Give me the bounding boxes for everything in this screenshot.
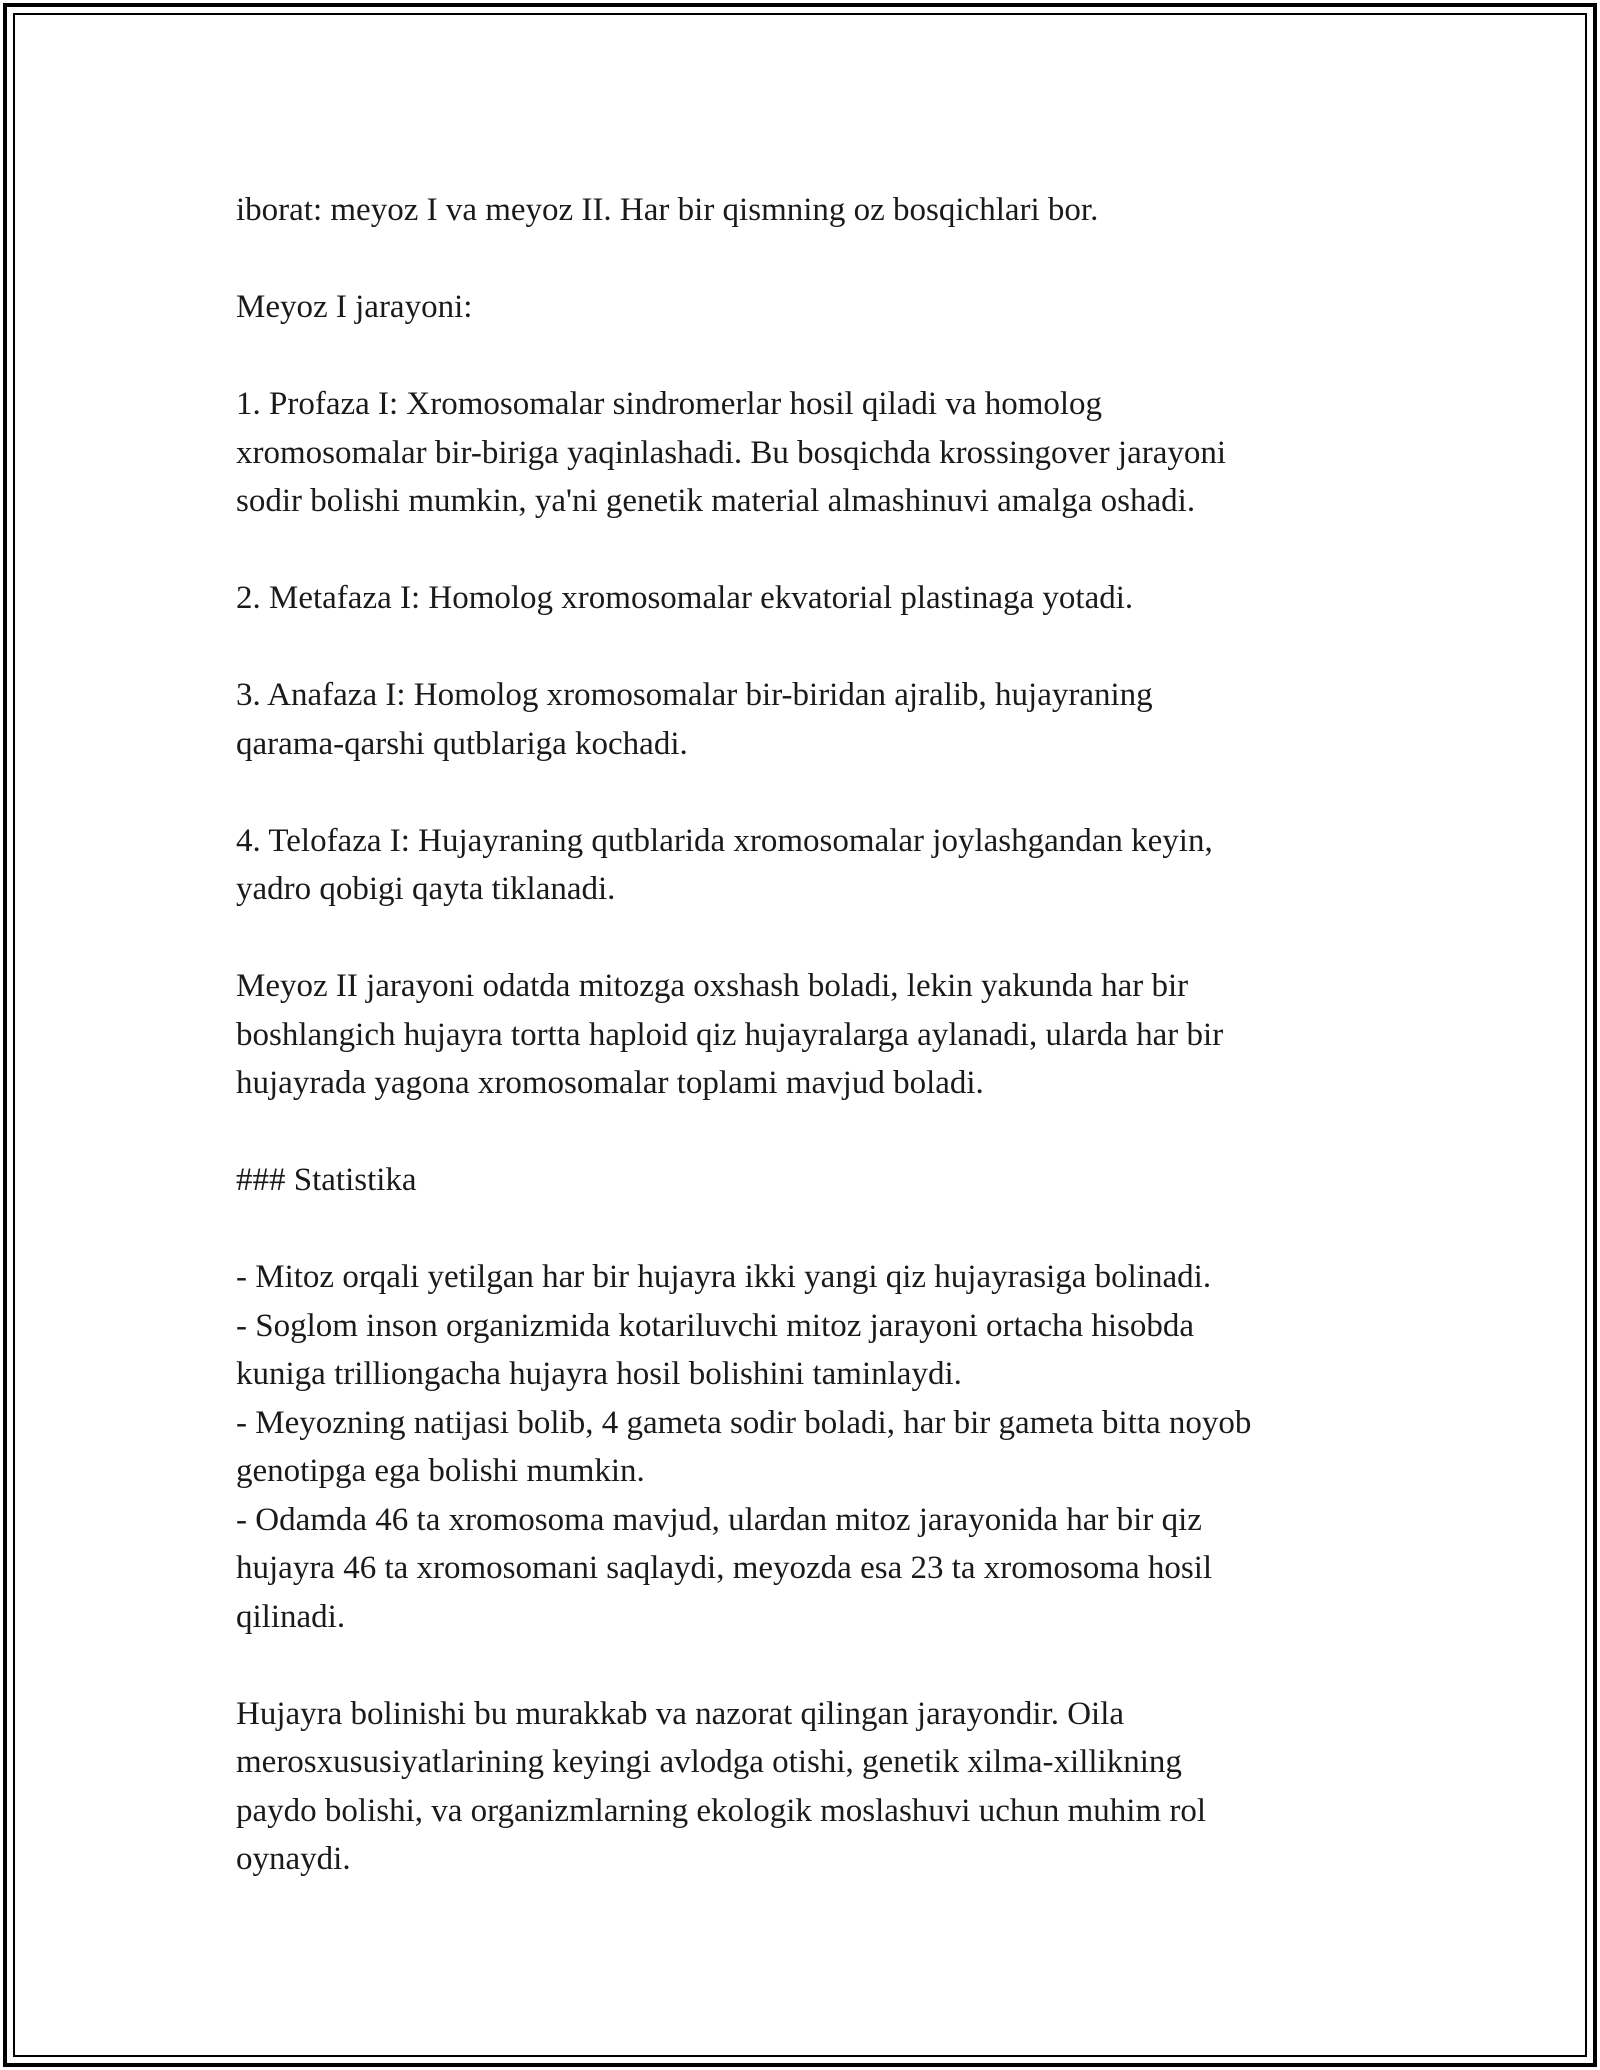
meiosis2-paragraph — [236, 962, 1376, 1108]
conclusion-line: oynaydi. — [236, 1841, 351, 1877]
conclusion-paragraph — [236, 1690, 1376, 1884]
phase-line: yadro qobigi qayta tiklanadi. — [236, 871, 616, 907]
meiosis1-heading-text: Meyoz I jarayoni: — [236, 289, 473, 325]
stats-item-cont: hujayra 46 ta xromosomani saqlaydi, meyozda esa 23 ta xromosoma hosil — [236, 1550, 1213, 1586]
phase-line: xromosomalar bir-biriga yaqinlashadi. Bu bosqichda krossingover jarayoni — [236, 434, 1227, 471]
meiosis2-line: hujayrada yagona xromosomalar toplami mavjud boladi. — [236, 1065, 984, 1101]
phase-paragraph-telofaza — [236, 817, 1376, 914]
intro-line: iborat: meyoz I va meyoz II. Har bir qismning oz bosqichlari bor. — [236, 192, 1099, 228]
stats-item: - Meyozning natijasi bolib, 4 gameta sodir boladi, har bir gameta bitta noyob — [236, 1404, 1252, 1441]
intro-paragraph — [236, 186, 1376, 235]
stats-item: - Odamda 46 ta xromosoma mavjud, ulardan mitoz jarayonida har bir qiz — [236, 1501, 1202, 1538]
stats-heading — [236, 1156, 1376, 1205]
meiosis1-heading — [236, 283, 1376, 332]
meiosis2-line: boshlangich hujayra tortta haploid qiz hujayralarga aylanadi, ularda har bir — [236, 1016, 1224, 1053]
stats-item: - Soglom inson organizmida kotariluvchi mitoz jarayoni ortacha hisobda — [236, 1307, 1195, 1344]
phase-line: 3. Anafaza I: Homolog xromosomalar bir-biridan ajralib, hujayraning — [236, 677, 1153, 713]
stats-heading-text: ### Statistika — [236, 1162, 417, 1198]
document-body — [236, 186, 1376, 1884]
phase-paragraph-metafaza — [236, 574, 1376, 623]
stats-item-cont: genotipga ega bolishi mumkin. — [236, 1453, 645, 1489]
conclusion-line: Hujayra bolinishi bu murakkab va nazorat qilingan jarayondir. Oila — [236, 1695, 1125, 1732]
stats-list — [236, 1253, 1376, 1641]
conclusion-line: paydo bolishi, va organizmlarning ekologik moslashuvi uchun muhim rol — [236, 1792, 1207, 1829]
meiosis2-line: Meyoz II jarayoni odatda mitozga oxshash boladi, lekin yakunda har bir — [236, 968, 1189, 1004]
phase-line: qarama-qarshi qutblariga kochadi. — [236, 725, 688, 762]
phase-line: sodir bolishi mumkin, ya'ni genetik material almashinuvi amalga oshadi. — [236, 483, 1196, 519]
phase-line: 4. Telofaza I: Hujayraning qutblarida xromosomalar joylashgandan keyin, — [236, 822, 1213, 859]
conclusion-line: merosxususiyatlarining keyingi avlodga otishi, genetik xilma-xillikning — [236, 1744, 1182, 1780]
stats-item-cont: kuniga trilliongacha hujayra hosil bolishini taminlaydi. — [236, 1356, 962, 1392]
phase-line: 1. Profaza I: Xromosomalar sindromerlar hosil qiladi va homolog — [236, 386, 1103, 422]
stats-item-cont: qilinadi. — [236, 1598, 346, 1635]
phase-paragraph-anafaza — [236, 671, 1376, 768]
phase-line: 2. Metafaza I: Homolog xromosomalar ekvatorial plastinaga yotadi. — [236, 580, 1134, 616]
stats-item: - Mitoz orqali yetilgan har bir hujayra ikki yangi qiz hujayrasiga bolinadi. — [236, 1259, 1212, 1295]
phase-paragraph-profaza — [236, 380, 1376, 526]
